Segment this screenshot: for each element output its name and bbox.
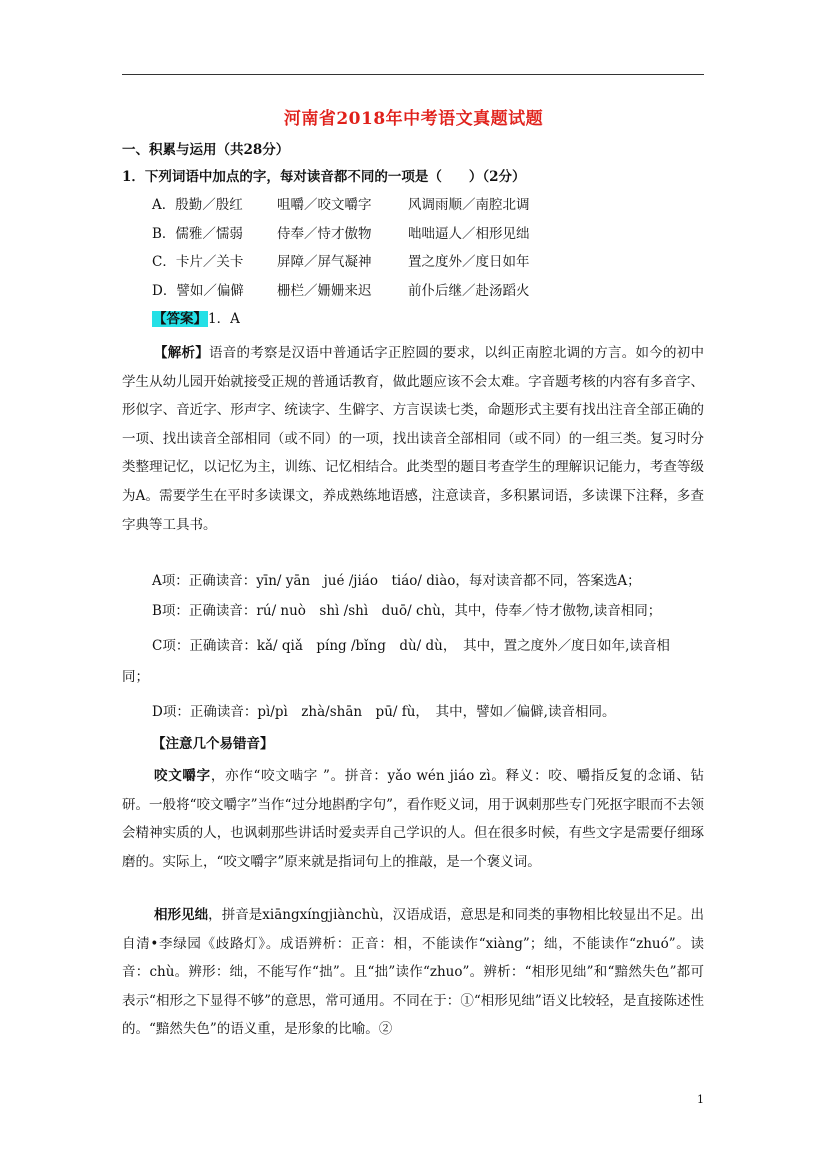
option-c-pair1: C．卡片／关卡	[152, 254, 244, 270]
option-b-pair1: B．儒雅／懦弱	[152, 226, 243, 242]
option-c-pair3: 置之度外／度日如年	[408, 254, 530, 270]
option-b-pair3: 咄咄逼人／相形见绌	[408, 226, 530, 242]
note-paragraph-2	[122, 901, 704, 1044]
option-d-pair3: 前仆后继／赴汤蹈火	[408, 283, 530, 299]
analysis-text: 语音的考察是汉语中普通话字正腔圆的要求，以纠正南腔北调的方言。如今的初中学生从幼儿园开始就接受正规的普通话教育，做此题应该不会太难。字音题考核的内容有多音字、形似字、音近字、形声字、统读字、生僻字、方言误读七类，命题形式主要有找出注音全部正确的一项、找出读音全部相同（或不同）的一项，找出读音全部相同（或不同）的一组三类。复习时分类整理记忆，以记忆为主，训练、记忆相结合。此类型的题目考查学生的理解识记能力，考查等级为A。需要学生在平时多读课文，养成熟练地语感，注意读音，多积累词语，多读课下注释，多查字典等工具书。	[122, 345, 705, 533]
option-b-pair2: 侍奉／恃才傲物	[277, 226, 372, 242]
question-stem: 1．下列词语中加点的字，每对读音都不同的一项是（ ）（2分）	[122, 169, 526, 185]
analysis-tag: 【解析】	[154, 345, 210, 361]
option-d	[152, 281, 530, 301]
note1-term: 咬文嚼字	[154, 768, 211, 784]
option-c-pair2: 屏障／屏气凝神	[277, 254, 372, 270]
note2-term: 相形见绌	[154, 907, 209, 923]
note-paragraph-1	[122, 762, 704, 876]
answer-line	[152, 309, 240, 329]
section-heading: 一、积累与运用（共28分）	[122, 142, 290, 158]
header-rule	[122, 74, 704, 75]
option-d-pair2: 栅栏／姗姗来迟	[277, 283, 372, 299]
analysis-paragraph	[122, 339, 704, 539]
reading-b: B项：正确读音：rú/ nuò shì /shì duō/ chù，其中，侍奉／恃才傲物,读音相同；	[152, 603, 662, 619]
note2-text: ，拼音是xiāngxíngjiànchù，汉语成语，意思是和同类的事物相比较显出不足。出自清•李绿园《歧路灯》。成语辨析：正音：相，不能读作“xiàng”；绌，不能读作“zhuó”。读音：chù。辨形：绌，不能写作“拙”。且“拙”读作“zhuo”。辨析：“相形见绌”和“黯然失色”都可表示“相形之下显得不够”的意思，常可通用。不同在于：①“相形见绌”语义比较轻，是直接陈述性的。“黯然失色”的语义重，是形象的比喻。②	[122, 907, 705, 1038]
option-a-pair3: 风调雨顺／南腔北调	[408, 197, 530, 213]
option-c	[152, 252, 530, 272]
page-number: 1	[697, 1093, 704, 1106]
reading-a: A项：正确读音：yīn/ yān jué /jiáo tiáo/ diào，每对读音都不同，答案选A；	[152, 573, 641, 589]
answer-value: 1．A	[208, 311, 240, 327]
note-heading: 【注意几个易错音】	[152, 736, 274, 752]
reading-d: D项：正确读音：pì/pì zhà/shān pū/ fù， 其中，譬如／偏僻,读音相同。	[152, 704, 616, 720]
note1-text: ，亦作“咬文啮字 ”。拼音：yǎo wén jiáo zì。释义：咬、嚼指反复的念诵、钻研。一般将“咬文嚼字”当作“过分地斟酌字句”，看作贬义词，用于讽刺那些专门死抠字眼而不去领会精神实质的人，也讽刺那些讲话时爱卖弄自己学识的人。但在很多时候，有些文字是需要仔细琢磨的。实际上，“咬文嚼字”原来就是指词句上的推敲，是一个褒义词。	[122, 768, 704, 870]
reading-c: C项：正确读音：kǎ/ qiǎ píng /bǐng dù/ dù， 其中，置之度外／度日如年,读音相	[152, 638, 670, 654]
answer-tag: 【答案】	[153, 311, 207, 327]
page-title: 河南省2018年中考语文真题试题	[283, 109, 544, 129]
option-a-pair2: 咀嚼／咬文嚼字	[277, 197, 372, 213]
option-a	[152, 195, 530, 215]
option-a-pair1: A．殷勤／殷红	[152, 197, 243, 213]
option-b	[152, 224, 530, 244]
option-d-pair1: D．譬如／偏僻	[152, 283, 244, 299]
reading-c-cont: 同；	[122, 669, 149, 685]
